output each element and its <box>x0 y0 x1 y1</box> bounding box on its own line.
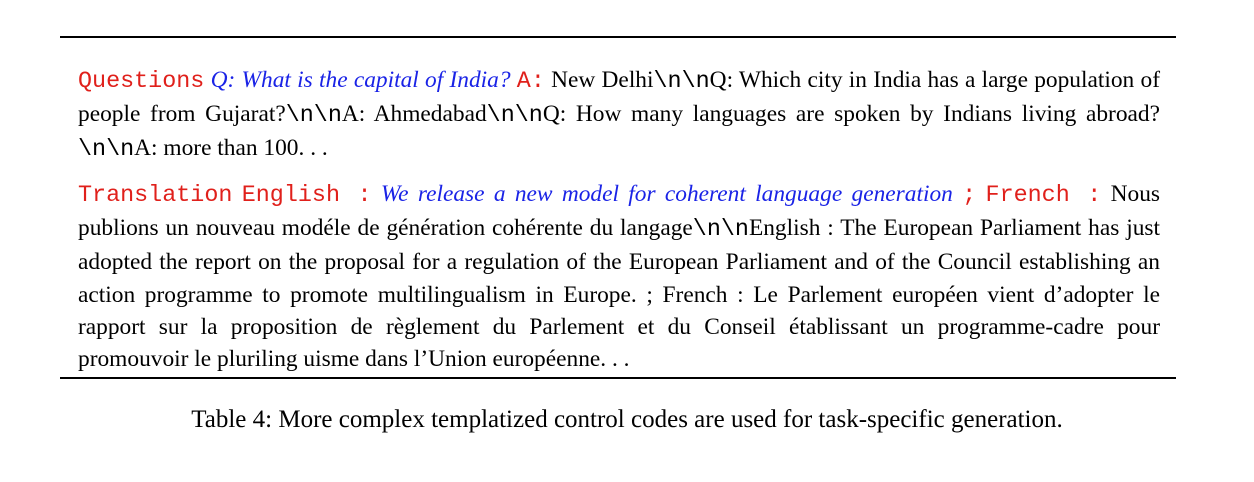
prompt-text: Q: What is the capital of India? <box>210 67 511 93</box>
control-code-french: French : <box>985 183 1102 209</box>
prompt-text: We release a new model for coherent language generation <box>380 181 953 207</box>
text-segment: Nous publions un nouveau modéle de génération cohérente du langage <box>78 181 1160 242</box>
text-segment: A: Ahmedabad <box>341 101 487 128</box>
text-segment: Q: Which city in India has a large population of people from Gujarat? <box>78 67 1160 128</box>
table-top-rule <box>60 36 1176 38</box>
text-segment: A: more than 100. . . <box>134 135 328 162</box>
table-row-questions <box>78 64 1160 167</box>
control-code-questions: Questions <box>78 69 205 95</box>
table-caption: Table 4: More complex templatized control codes are used for task-specific generation. <box>191 406 1063 433</box>
text-segment: New Delhi <box>544 67 654 93</box>
newline-escape: \n\n <box>285 103 342 130</box>
newline-escape: \n\n <box>692 217 749 244</box>
control-code-answer: A: <box>516 69 545 95</box>
table-bottom-rule <box>60 377 1176 379</box>
text-segment: Q: How many languages are spoken by Indians living abroad? <box>542 101 1160 128</box>
newline-escape: \n\n <box>653 69 710 95</box>
table-row-translation <box>78 178 1160 375</box>
text-segment: English : The European Parliament has just adopted the report on the proposal for a regulation of the European Parliament and of the Council establishing an action programme to promote multilingualism in Europe. ; French : Le Parlement européen vient d’adopter le rapport sur la proposition de règlement du Parlement et du Conseil établissant un programme-cadre pour promouvoir le pluriling uisme dans l’Union européenne. . . <box>78 215 1160 373</box>
newline-escape: \n\n <box>78 137 135 164</box>
generated-text <box>78 181 1160 372</box>
newline-escape: \n\n <box>486 103 543 130</box>
control-code-translation: Translation <box>78 183 233 209</box>
control-code-separator: ; <box>962 183 977 209</box>
control-code-english: English : <box>241 183 372 209</box>
